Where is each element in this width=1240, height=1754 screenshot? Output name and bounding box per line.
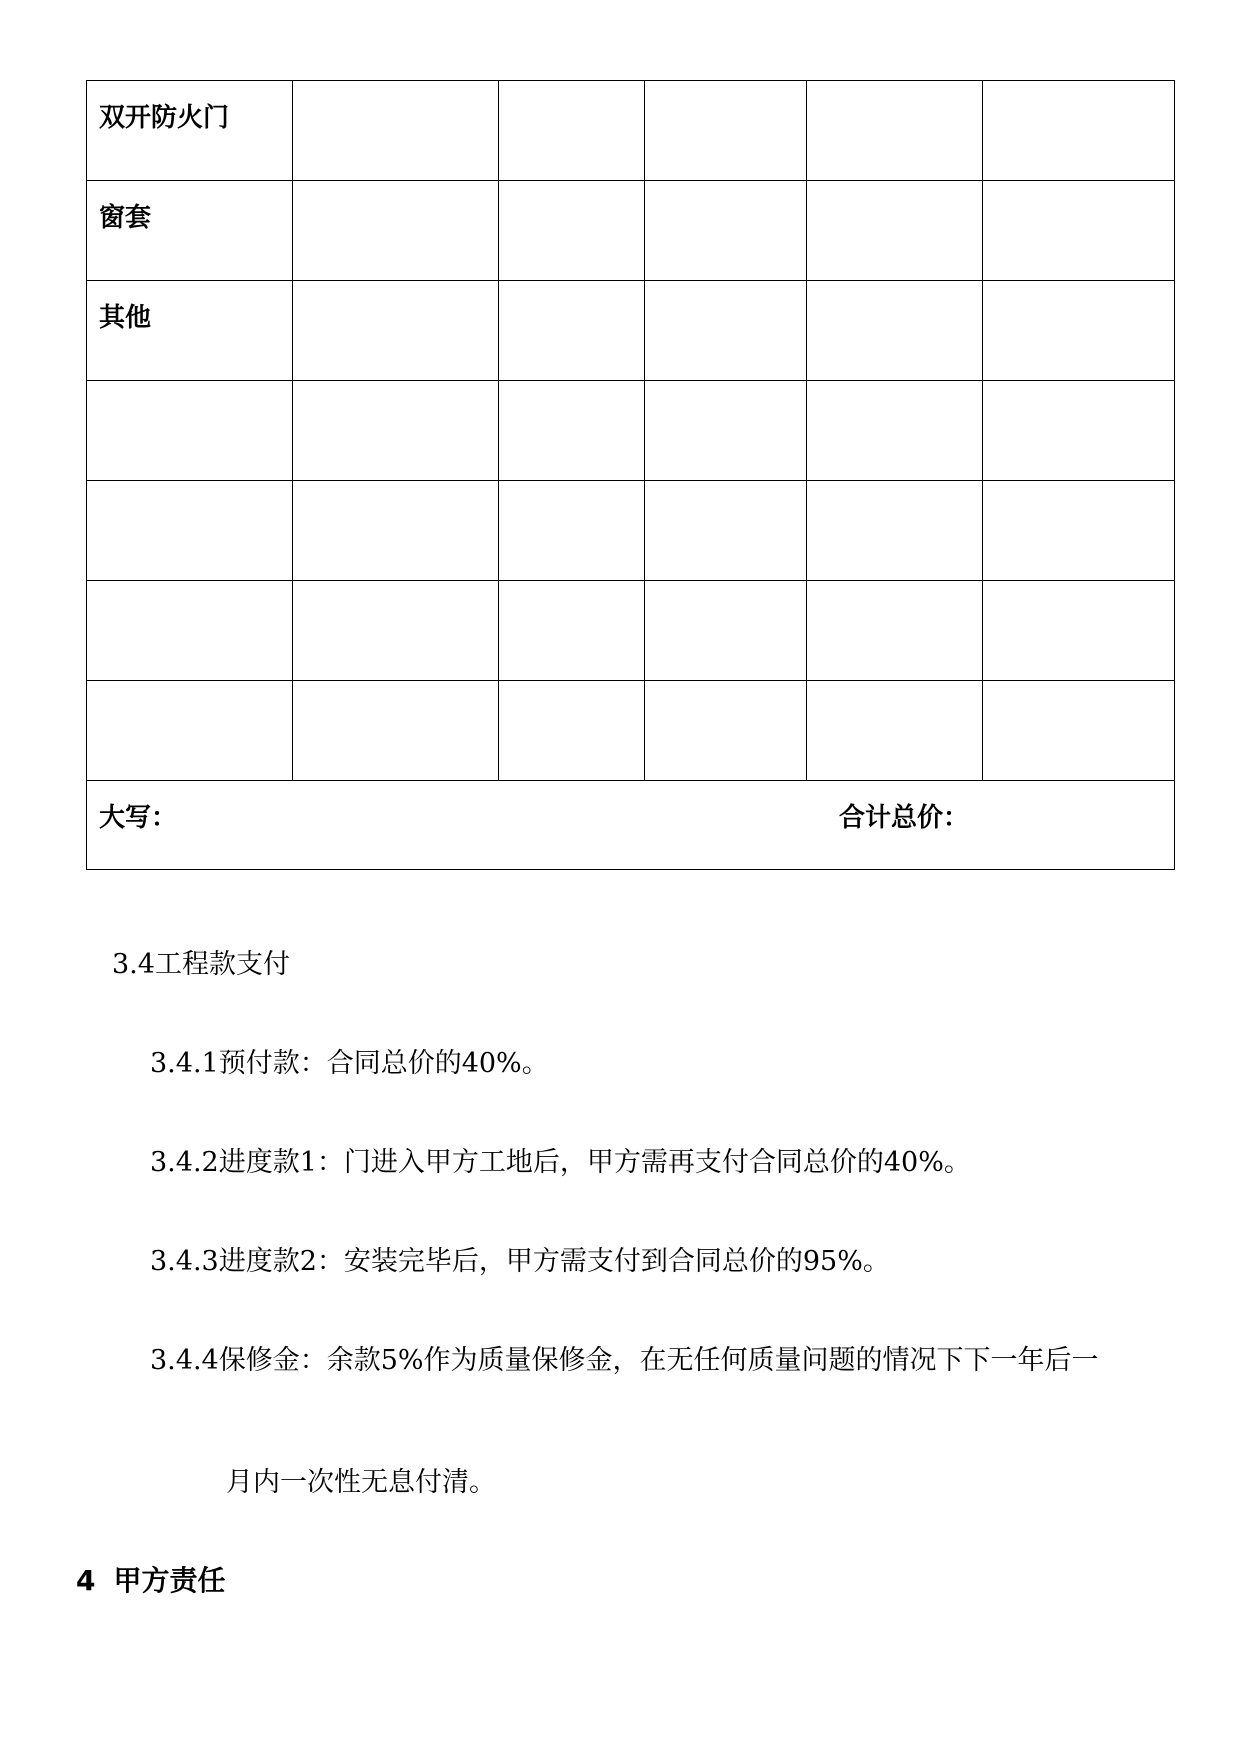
table-cell bbox=[499, 581, 645, 681]
table-cell bbox=[983, 81, 1175, 181]
table-cell bbox=[983, 281, 1175, 381]
row-label: 窗套 bbox=[99, 203, 152, 233]
row-label bbox=[87, 581, 292, 605]
section-4-title: 甲方责任 bbox=[113, 1564, 226, 1597]
table-cell bbox=[807, 681, 983, 781]
row-label bbox=[87, 481, 292, 505]
table-row bbox=[87, 181, 1175, 281]
table-cell bbox=[87, 481, 293, 581]
table-cell bbox=[807, 481, 983, 581]
table-cell bbox=[293, 181, 499, 281]
table-cell bbox=[807, 381, 983, 481]
table-cell bbox=[87, 681, 293, 781]
table-row bbox=[87, 381, 1175, 481]
table-row bbox=[87, 281, 1175, 381]
table-cell bbox=[807, 281, 983, 381]
row-label bbox=[87, 381, 292, 405]
clause-3-4-2: 3.4.2进度款1：门进入甲方工地后，甲方需再支付合同总价的40%。 bbox=[150, 1147, 971, 1178]
total-price-label: 合计总价： bbox=[839, 803, 970, 833]
table-cell bbox=[499, 381, 645, 481]
table-cell bbox=[499, 281, 645, 381]
table-row bbox=[87, 581, 1175, 681]
table-cell bbox=[87, 81, 293, 181]
row-label: 其他 bbox=[99, 303, 152, 333]
table-cell bbox=[645, 181, 807, 281]
table-cell bbox=[499, 481, 645, 581]
clause-3-4-4-continuation: 月内一次性无息付清。 bbox=[226, 1467, 496, 1498]
table-cell bbox=[293, 581, 499, 681]
table-cell bbox=[499, 181, 645, 281]
clause-3-4-1: 3.4.1预付款：合同总价的40%。 bbox=[150, 1048, 549, 1079]
table-cell bbox=[293, 381, 499, 481]
table-cell bbox=[807, 181, 983, 281]
table-cell bbox=[87, 181, 293, 281]
table-row bbox=[87, 81, 1175, 181]
table-cell bbox=[87, 581, 293, 681]
row-label: 双开防火门 bbox=[99, 103, 230, 133]
section-4-number: 4 bbox=[76, 1564, 96, 1597]
table-cell bbox=[87, 381, 293, 481]
table-cell bbox=[645, 681, 807, 781]
table-cell bbox=[293, 481, 499, 581]
table-cell bbox=[983, 481, 1175, 581]
table-cell bbox=[499, 681, 645, 781]
table-cell bbox=[983, 181, 1175, 281]
table-cell bbox=[293, 81, 499, 181]
total-cell bbox=[87, 781, 1175, 870]
section-3-4-title: 3.4工程款支付 bbox=[112, 949, 290, 980]
table-cell bbox=[983, 381, 1175, 481]
table-cell bbox=[87, 281, 293, 381]
uppercase-amount-label: 大写： bbox=[99, 803, 178, 833]
table-cell bbox=[807, 581, 983, 681]
table-cell bbox=[645, 481, 807, 581]
price-table bbox=[86, 80, 1175, 870]
table-cell bbox=[293, 681, 499, 781]
row-label bbox=[87, 681, 292, 705]
table-cell bbox=[293, 281, 499, 381]
table-row bbox=[87, 481, 1175, 581]
table-cell bbox=[983, 681, 1175, 781]
section-4-heading bbox=[76, 1566, 226, 1596]
table-row bbox=[87, 681, 1175, 781]
table-cell bbox=[807, 81, 983, 181]
clause-3-4-4: 3.4.4保修金：余款5%作为质量保修金，在无任何质量问题的情况下下一年后一 bbox=[150, 1345, 1099, 1376]
table-cell bbox=[499, 81, 645, 181]
table-cell bbox=[645, 281, 807, 381]
total-row bbox=[87, 781, 1175, 870]
table-cell bbox=[645, 381, 807, 481]
table-cell bbox=[645, 581, 807, 681]
table-cell bbox=[645, 81, 807, 181]
clause-3-4-3: 3.4.3进度款2：安装完毕后，甲方需支付到合同总价的95%。 bbox=[150, 1246, 890, 1277]
table-cell bbox=[983, 581, 1175, 681]
